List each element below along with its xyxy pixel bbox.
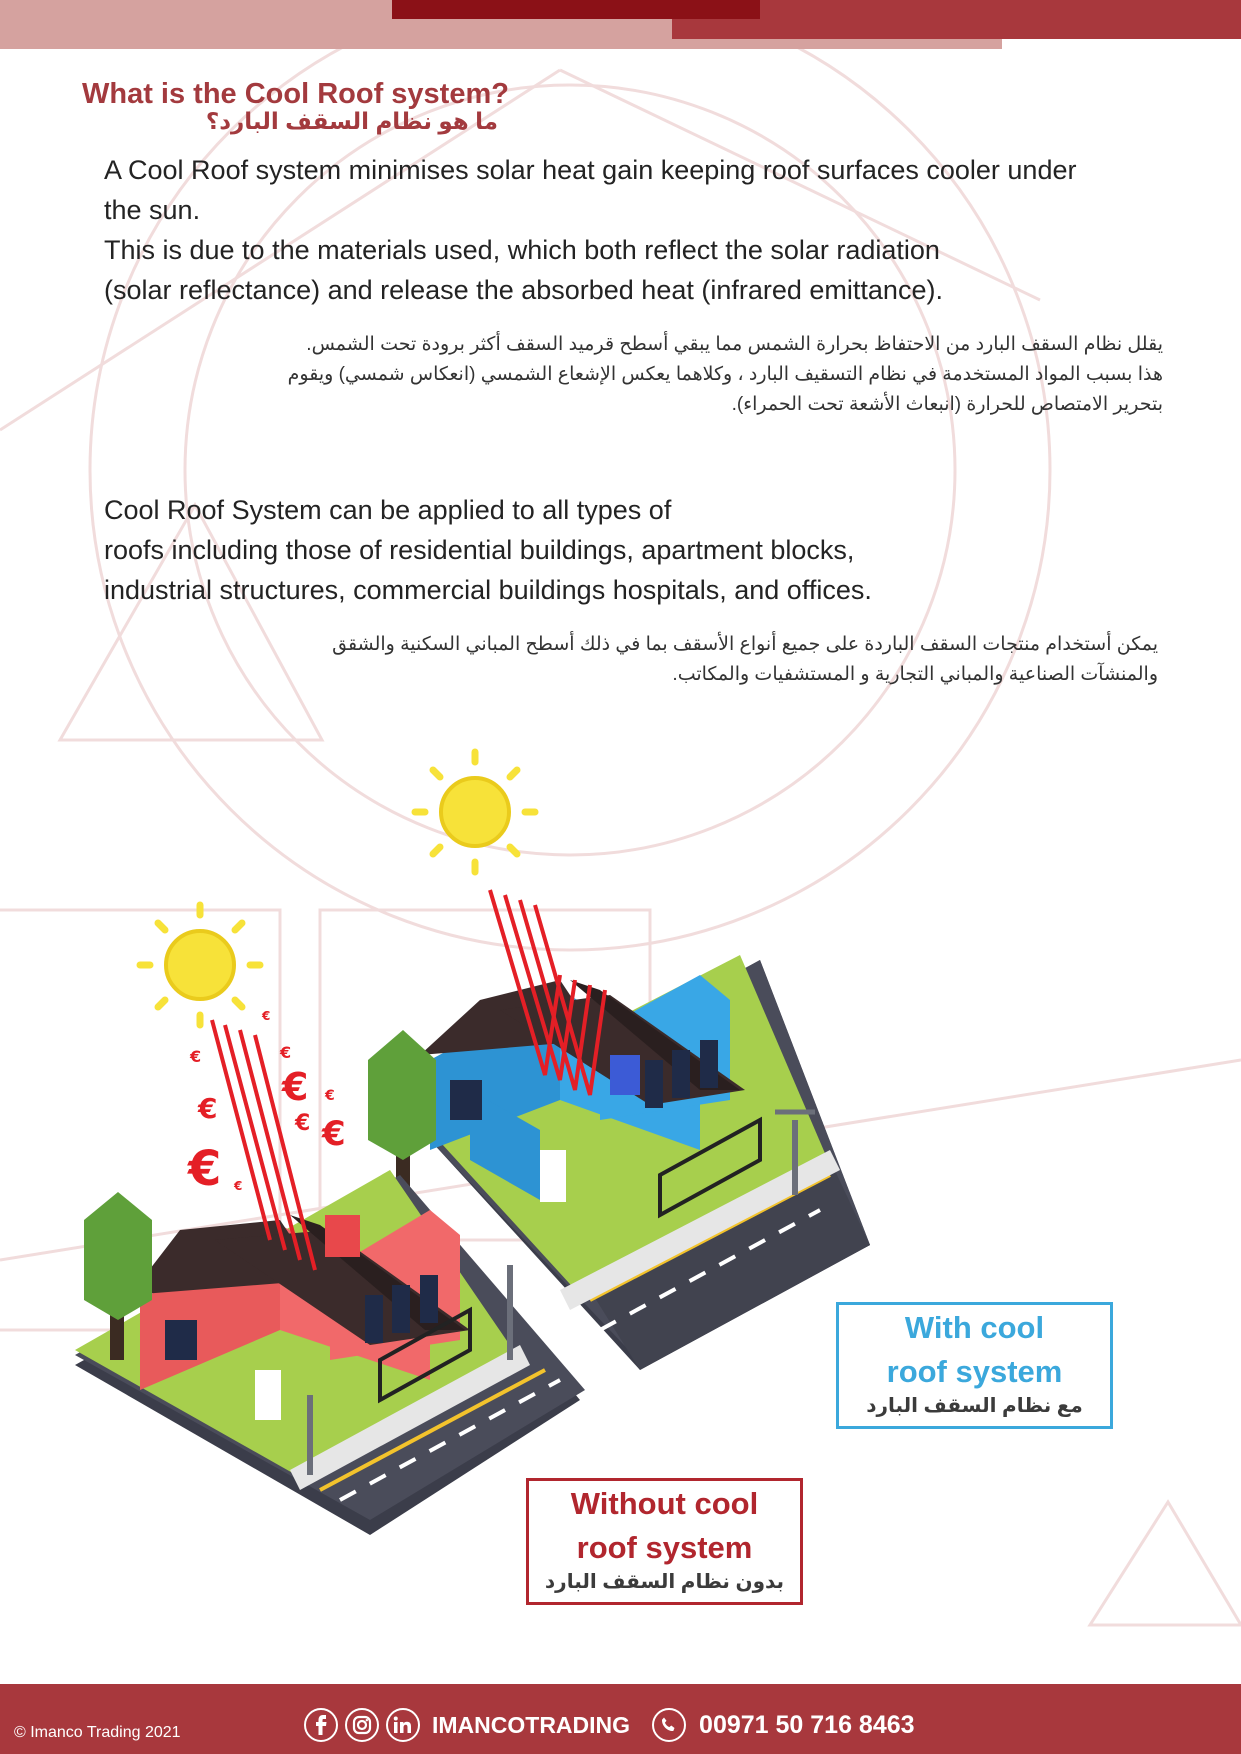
applications-arabic-line: يمكن أستخدام منتجات السقف الباردة على جميع أنواع الأسقف بما في ذلك أسطح المباني السكنية والشقق	[332, 634, 1158, 655]
svg-text:€: €	[188, 1141, 222, 1197]
with-cool-roof-label	[836, 1302, 1113, 1429]
applications-line: roofs including those of residential buildings, apartment blocks,	[104, 535, 855, 565]
applications-paragraph	[104, 490, 1004, 610]
applications-arabic-line: والمنشآت الصناعية والمباني التجارية و المستشفيات والمكاتب.	[672, 664, 1158, 685]
intro-line: This is due to the materials used, which both reflect the solar radiation	[104, 235, 940, 265]
svg-text:€: €	[325, 1088, 335, 1104]
with-label-line-1: With cool	[904, 1310, 1045, 1345]
svg-text:€: €	[262, 1009, 271, 1023]
svg-text:€: €	[234, 1179, 243, 1193]
intro-paragraph-arabic	[105, 330, 1163, 420]
with-label-line-2: roof system	[886, 1354, 1063, 1389]
copyright-text: © Imanco Trading 2021	[14, 1724, 181, 1741]
social-handle[interactable]: IMANCOTRADING	[432, 1711, 631, 1738]
linkedin-icon[interactable]	[386, 1708, 420, 1742]
svg-text:€: €	[190, 1047, 202, 1066]
intro-arabic-line: بتحرير الامتصاص للحرارة (انبعاث الأشعة تحت الحمراء).	[731, 394, 1163, 415]
intro-arabic-line: يقلل نظام السقف البارد من الاحتفاظ بحرارة الشمس مما يبقي أسطح قرميد السقف أكثر برودة تحت الشمس.	[306, 334, 1163, 355]
page-title-arabic: ما هو نظام السقف البارد؟	[205, 108, 498, 134]
instagram-icon[interactable]	[345, 1708, 379, 1742]
without-label-line-1: Without cool	[570, 1486, 759, 1521]
svg-text:€: €	[295, 1111, 311, 1136]
intro-line: the sun.	[104, 195, 201, 225]
without-label-line-2: roof system	[576, 1530, 753, 1565]
intro-line: (solar reflectance) and release the absorbed heat (infrared emittance).	[104, 275, 943, 305]
intro-line: A Cool Roof system minimises solar heat gain keeping roof surfaces cooler under	[104, 155, 1077, 185]
phone-number[interactable]: 00971 50 716 8463	[699, 1710, 915, 1739]
applications-line: Cool Roof System can be applied to all types of	[104, 495, 672, 525]
intro-paragraph	[104, 150, 1184, 310]
applications-line: industrial structures, commercial buildings hospitals, and offices.	[104, 575, 872, 605]
intro-arabic-line: هذا بسبب المواد المستخدمة في نظام التسقيف البارد ، وكلاهما يعكس الإشعاع الشمسي (انعكاس شمسي) ويقوم	[287, 364, 1163, 385]
svg-text:€: €	[280, 1043, 292, 1062]
phone-icon	[652, 1708, 686, 1742]
svg-text:€: €	[282, 1065, 309, 1109]
svg-text:€: €	[322, 1114, 346, 1154]
facebook-icon[interactable]	[304, 1708, 338, 1742]
without-cool-roof-label	[526, 1478, 803, 1605]
social-contact-row	[304, 1705, 915, 1745]
page-title: What is the Cool Roof system?	[82, 78, 509, 110]
without-label-arabic: بدون نظام السقف البارد	[544, 1571, 785, 1593]
svg-text:€: €	[198, 1092, 218, 1125]
with-label-arabic: مع نظام السقف البارد	[866, 1395, 1083, 1417]
applications-paragraph-arabic	[150, 630, 1158, 690]
